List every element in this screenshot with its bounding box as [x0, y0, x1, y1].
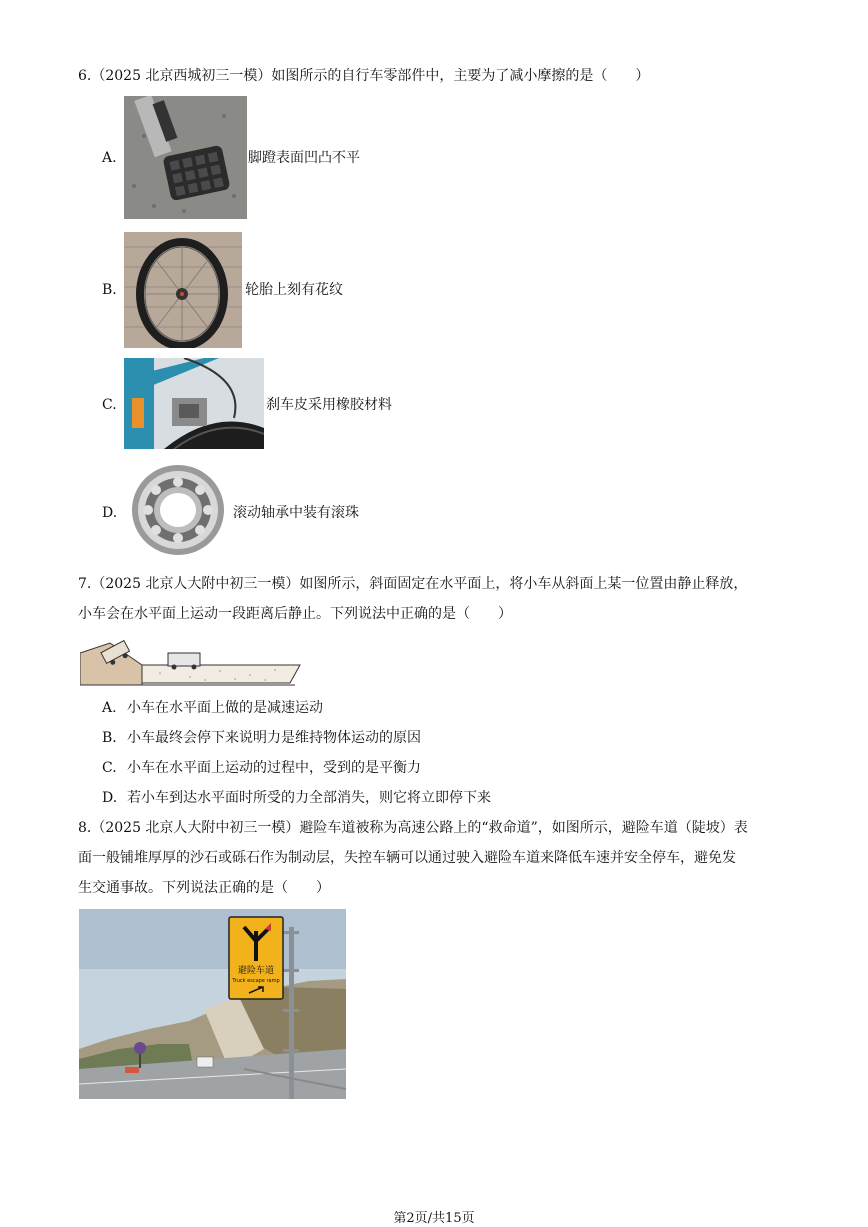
q7-option-b-letter: B. — [102, 730, 117, 746]
q6-option-b-text: 轮胎上刻有花纹 — [245, 282, 343, 298]
brake-photo — [124, 358, 264, 449]
q7-option-a-text: 小车在水平面上做的是减速运动 — [127, 700, 323, 716]
q7-option-d-letter: D. — [102, 790, 118, 806]
q6-option-b-letter: B. — [102, 282, 117, 298]
q6-option-c-text: 刹车皮采用橡胶材料 — [266, 397, 392, 413]
sign-subtext: Truck escape ramp — [232, 978, 280, 984]
page-number: 第2页/共15页 — [393, 1211, 475, 1226]
q7-option-b-text: 小车最终会停下来说明力是维持物体运动的原因 — [127, 730, 421, 746]
q8-stem-line1: 8.（2025 北京人大附中初三一模）避险车道被称为高速公路上的“救命道”，如图所示，避险车道（陡坡）表 — [78, 820, 748, 836]
incline-cart-diagram — [80, 635, 302, 687]
tire-photo — [124, 232, 242, 348]
q7-stem-line1: 7.（2025 北京人大附中初三一模）如图所示，斜面固定在水平面上，将小车从斜面上某一位置由静止释放， — [78, 576, 748, 592]
escape-ramp-photo — [79, 909, 346, 1099]
q6-option-d-letter: D. — [102, 505, 118, 521]
q7-option-d-text: 若小车到达水平面时所受的力全部消失，则它将立即停下来 — [127, 790, 491, 806]
q8-stem-line2: 面一般铺堆厚厚的沙石或砾石作为制动层，失控车辆可以通过驶入避险车道来降低车速并安全停车，避免发 — [78, 850, 736, 866]
q6-option-a-letter: A. — [102, 150, 117, 166]
sign-text: 避险车道 — [237, 966, 275, 976]
q8-stem-line3: 生交通事故。下列说法正确的是（ ） — [78, 880, 330, 896]
bearing-photo — [128, 462, 228, 557]
q7-option-a-letter: A. — [102, 700, 117, 716]
q6-stem: 6.（2025 北京西城初三一模）如图所示的自行车零部件中，主要为了减小摩擦的是（ ） — [78, 68, 650, 84]
q6-option-c-letter: C. — [102, 397, 117, 413]
q6-option-d-text: 滚动轴承中装有滚珠 — [233, 505, 359, 521]
q7-option-c-letter: C. — [102, 760, 117, 776]
pedal-photo — [124, 96, 247, 219]
q7-option-c-text: 小车在水平面上运动的过程中，受到的是平衡力 — [127, 760, 421, 776]
q6-option-a-text: 脚蹬表面凹凸不平 — [248, 150, 360, 166]
q7-stem-line2: 小车会在水平面上运动一段距离后静止。下列说法中正确的是（ ） — [78, 606, 512, 622]
